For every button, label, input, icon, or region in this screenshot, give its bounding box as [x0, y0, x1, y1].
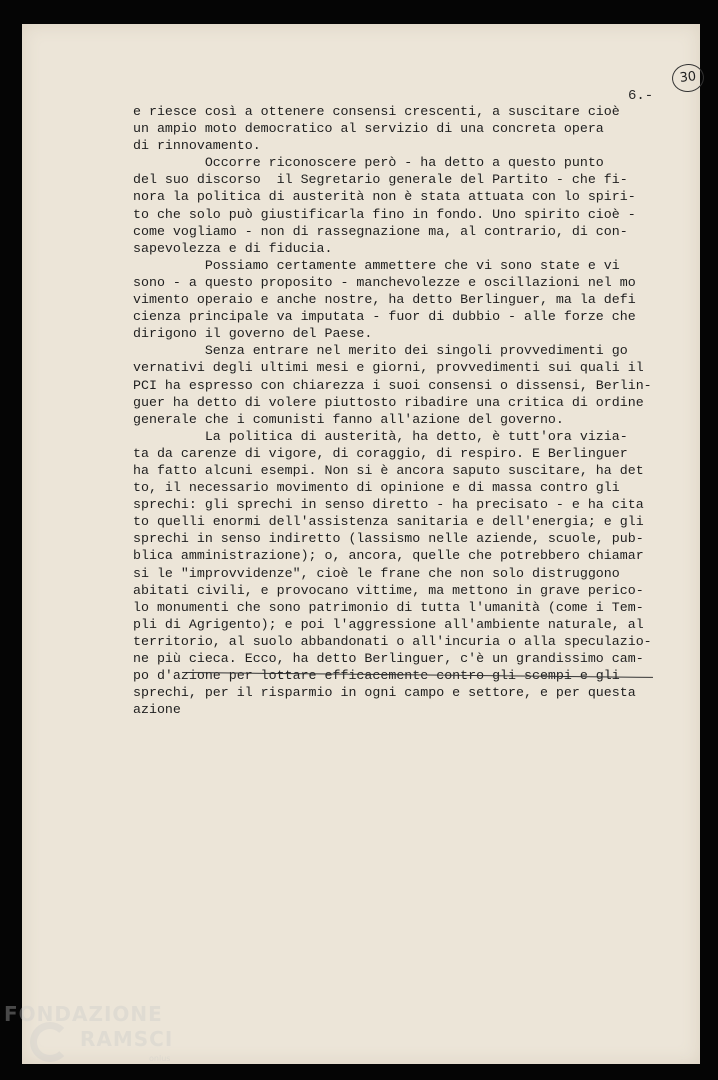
text-line: La politica di austerità, ha detto, è tutt'ora vizia- [133, 428, 628, 444]
text-line: to che solo può giustificarla fino in fondo. Uno spirito cioè - [133, 206, 636, 222]
text-line: cienza principale va imputata - fuor di dubbio - alle forze che [133, 309, 636, 325]
text-line: di rinnovamento. [133, 138, 261, 154]
text-line: territorio, al suolo abbandonati o all'incuria o alla speculazio- [133, 633, 652, 649]
text-line: lo monumenti che sono patrimonio di tutta l'umanità (come i Tem- [133, 599, 644, 615]
page-number: 6.- [628, 88, 654, 104]
text-line: sprechi, per il risparmio in ogni campo e settore, e per questa [133, 685, 636, 701]
text-line: sono - a questo proposito - manchevolezze e oscillazioni nel mo [133, 274, 636, 290]
fondazione-gramsci-watermark [4, 1002, 204, 1078]
text-line: si le "improvvidenze", cioè le frane che non solo distruggono [133, 565, 620, 581]
typewritten-body [133, 103, 673, 718]
text-line: nora la politica di austerità non è stata attuata con lo spiri- [133, 189, 636, 205]
text-line: blica amministrazione); o, ancora, quelle che potrebbero chiamar [133, 548, 644, 564]
text-line: to, il necessario movimento di opinione e di massa contro gli [133, 480, 620, 496]
text-line: Senza entrare nel merito dei singoli provvedimenti go [133, 343, 628, 359]
text-line: come vogliamo - non di rassegnazione ma, al contrario, di con- [133, 223, 628, 239]
text-line: ha fatto alcuni esempi. Non si è ancora saputo suscitare, ha det [133, 462, 644, 478]
watermark-line-2: RAMSCI [80, 1027, 174, 1051]
text-line: generale che i comunisti fanno all'azione del governo. [133, 411, 564, 427]
text-line: un ampio moto democratico al servizio di una concreta opera [133, 121, 604, 137]
text-line: e riesce così a ottenere consensi crescenti, a suscitare cioè [133, 104, 620, 119]
text-line: vernativi degli ultimi mesi e giorni, provvedimenti sui quali il [133, 360, 644, 376]
text-line: guer ha detto di volere piuttosto ribadire una critica di ordine [133, 394, 644, 410]
text-line: sprechi in senso indiretto (lassismo nelle aziende, scuole, pub- [133, 531, 644, 547]
watermark-g-logo-icon [30, 1022, 70, 1062]
text-line: po d'azione per lottare efficacemente contro gli scempi e gli [133, 668, 620, 684]
text-line: sapevolezza e di fiducia. [133, 240, 333, 256]
watermark-line-3: onlus [149, 1054, 171, 1063]
text-line: ne più cieca. Ecco, ha detto Berlinguer, c'è un grandissimo cam- [133, 651, 644, 666]
archive-stamp: 30 [671, 62, 706, 93]
text-line: abitati civili, e provocano vittime, ma mettono in grave perico- [133, 582, 644, 598]
text-line: to quelli enormi dell'assistenza sanitaria e dell'energia; e gli [133, 514, 644, 530]
text-line: PCI ha espresso con chiarezza i suoi consensi o dissensi, Berlin- [133, 377, 652, 393]
text-line: azione [133, 702, 181, 718]
text-line: ta da carenze di vigore, di coraggio, di respiro. E Berlinguer [133, 445, 628, 461]
text-line: del suo discorso il Segretario generale del Partito - che fi- [133, 172, 628, 188]
text-line: pli di Agrigento); e poi l'aggressione all'ambiente naturale, al [133, 616, 644, 632]
text-line: Occorre riconoscere però - ha detto a questo punto [133, 155, 604, 171]
text-line: sprechi: gli sprechi in senso diretto - ha precisato - e ha cita [133, 497, 644, 513]
text-line: dirigono il governo del Paese. [133, 326, 373, 342]
watermark-line-1: FONDAZIONE [4, 1002, 163, 1026]
text-line: vimento operaio e anche nostre, ha detto Berlinguer, ma la defi [133, 292, 636, 308]
text-line: Possiamo certamente ammettere che vi sono state e vi [133, 257, 620, 273]
